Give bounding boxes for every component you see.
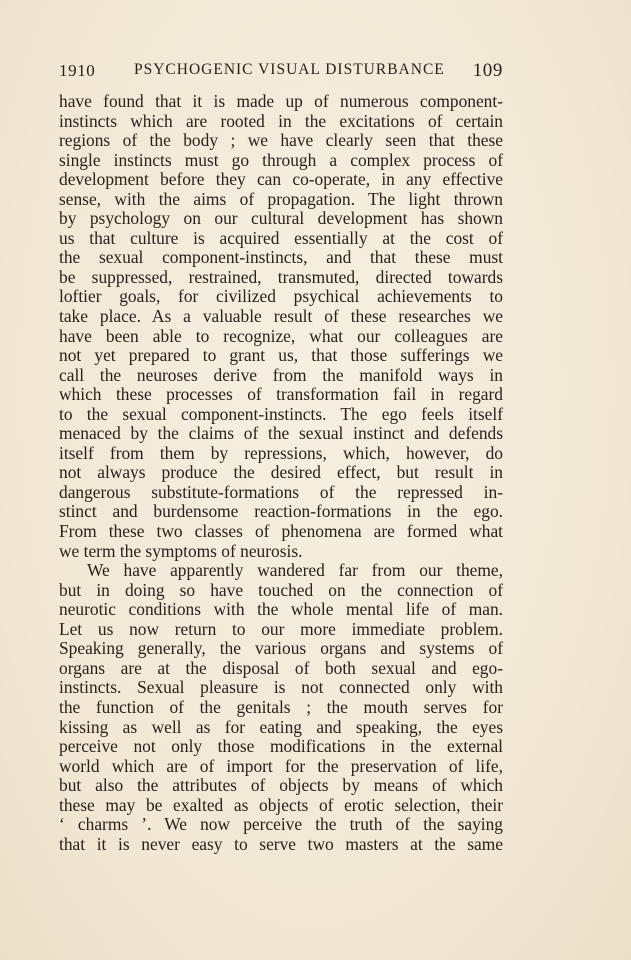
paragraph-first-line: We have apparently wandered far from our theme, [87,560,503,581]
running-header [59,58,503,84]
text-line: be suppressed, restrained, transmuted, directed towards [59,266,503,287]
paragraph-last-line: we term the symptoms of neurosis. [59,540,303,561]
text-line: stinct and burdensome reaction-formations in the ego. [59,501,503,522]
text-line: not yet prepared to grant us, that those sufferings we [59,345,503,366]
text-line: which these processes of transformation fail in regard [59,384,503,405]
text-line: world which are of import for the preservation of life, [59,755,503,776]
text-line: organs are at the disposal of both sexual and ego- [59,657,503,678]
text-line: regions of the body ; we have clearly seen that these [59,130,503,151]
text-line: but also the attributes of objects by means of which [59,775,503,796]
text-line: ‘ charms ’. We now perceive the truth of the saying [59,814,503,835]
text-line: by psychology on our cultural development has shown [59,208,503,229]
text-line: development before they can co-operate, in any effective [59,169,503,190]
text-line: loftier goals, for civilized psychical achievements to [59,286,503,307]
text-line: but in doing so have touched on the connection of [59,579,503,600]
text-line: sense, with the aims of propagation. The light thrown [59,188,503,209]
text-line: not always produce the desired effect, but result in [59,462,503,483]
text-line: perceive not only those modifications in the external [59,736,503,757]
text-line: the function of the genitals ; the mouth serves for [59,696,503,717]
text-line: neurotic conditions with the whole mental life of man. [59,599,503,620]
text-line: have found that it is made up of numerous component- [59,91,503,111]
text-line: Speaking generally, the various organs and systems of [59,638,503,659]
text-line: single instincts must go through a complex process of [59,149,503,170]
body-text [59,92,503,854]
text-line: the sexual component-instincts, and that these must [59,247,503,268]
text-line: itself from them by repressions, which, however, do [59,442,503,463]
text-line: have been able to recognize, what our colleagues are [59,325,503,346]
text-line: that it is never easy to serve two masters at the same [59,833,503,854]
text-line: to the sexual component-instincts. The ego feels itself [59,403,503,424]
text-line: Let us now return to our more immediate problem. [59,618,503,639]
page-number: 109 [472,60,503,81]
text-line: menaced by the claims of the sexual instinct and defends [59,423,503,444]
text-line: take place. As a valuable result of these researches we [59,306,503,327]
text-line: From these two classes of phenomena are formed what [59,521,503,542]
text-line: call the neuroses derive from the manifold ways in [59,364,503,385]
header-year: 1910 [59,61,96,80]
text-line: us that culture is acquired essentially at the cost of [59,227,503,248]
text-line: instincts which are rooted in the excitations of certain [59,110,503,131]
text-line: these may be exalted as objects of erotic selection, their [59,794,503,815]
text-line: kissing as well as for eating and speaking, the eyes [59,716,503,737]
text-line: dangerous substitute-formations of the repressed in- [59,481,503,502]
text-line: instincts. Sexual pleasure is not connected only with [59,677,503,698]
header-title: PSYCHOGENIC VISUAL DISTURBANCE [134,61,445,78]
